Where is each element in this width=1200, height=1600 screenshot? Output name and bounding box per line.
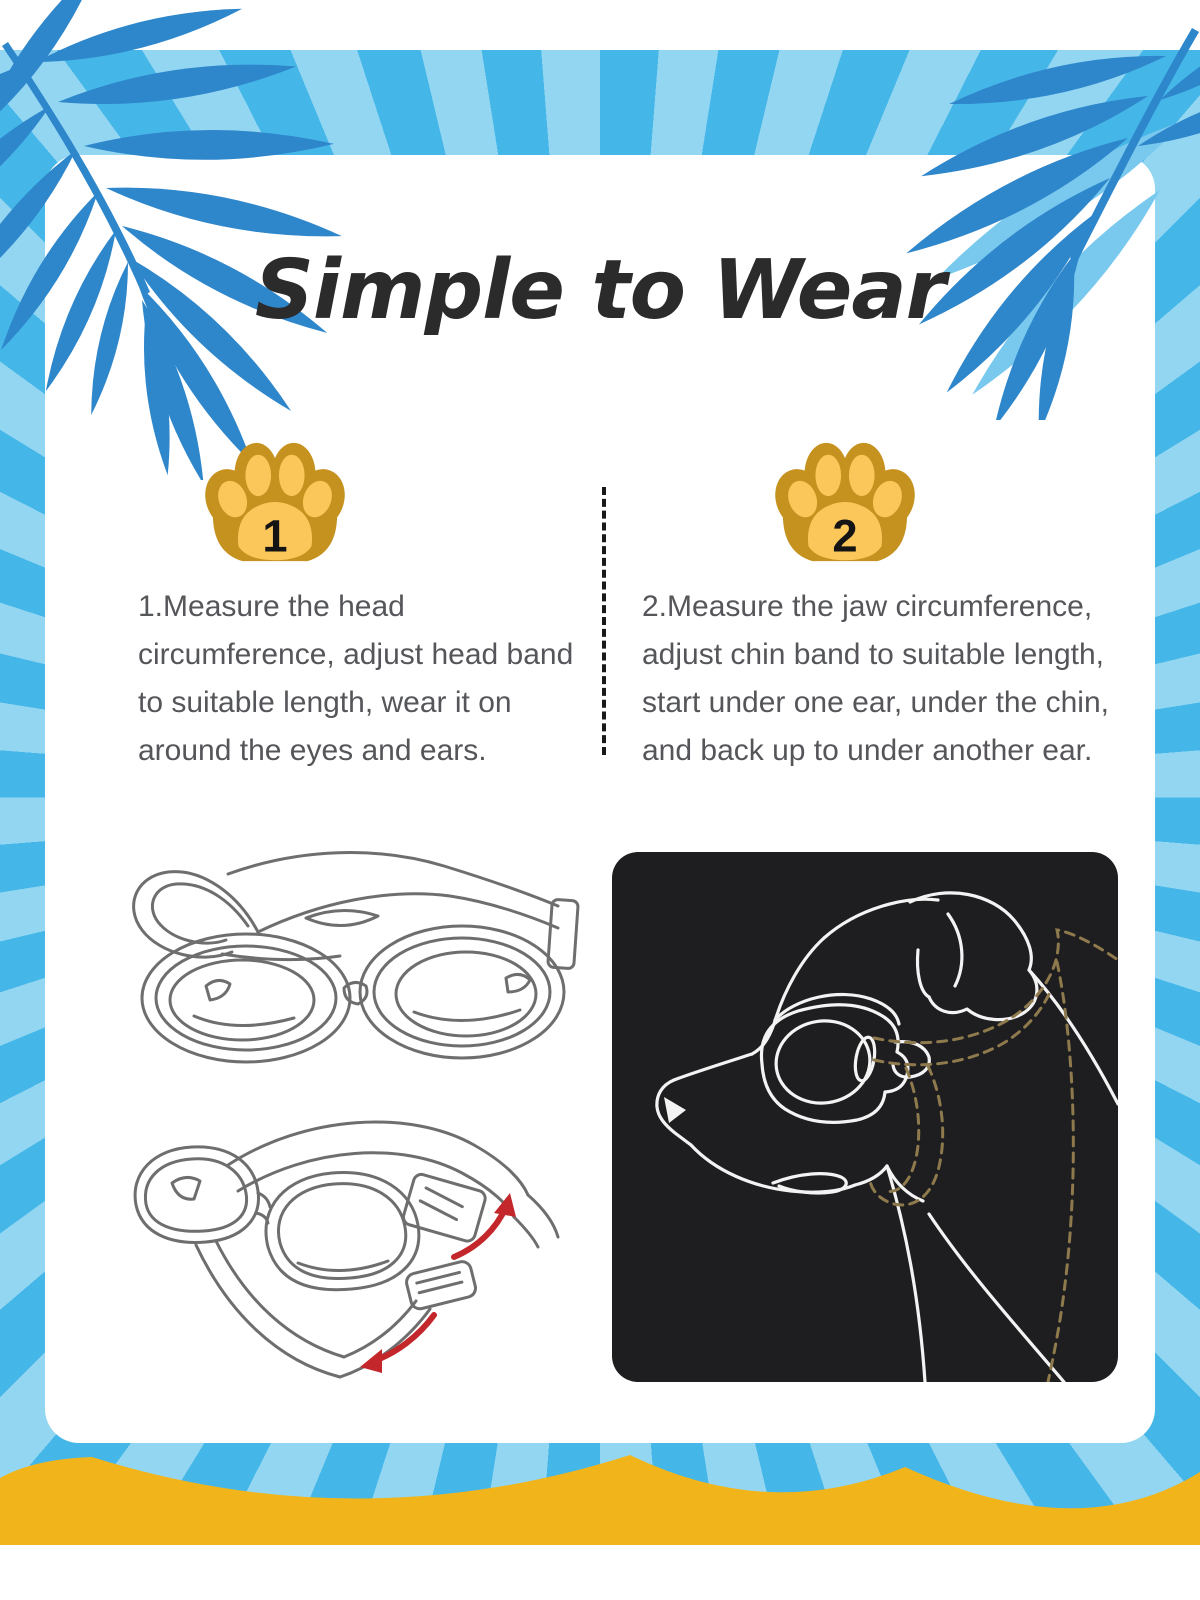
step-number: 1 xyxy=(262,510,288,562)
step-number: 2 xyxy=(832,510,858,562)
palm-frond-icon-top-right xyxy=(830,0,1200,420)
sand-wave xyxy=(0,1441,1200,1545)
paw-step-badge-1 xyxy=(190,436,360,574)
goggles-strap-sketch xyxy=(105,1085,585,1400)
dashed-divider xyxy=(602,487,606,755)
palm-frond-icon-top-left xyxy=(0,0,400,480)
goggles-front-sketch xyxy=(105,820,585,1070)
paw-step-badge-2 xyxy=(760,436,930,574)
dog-head-line-drawing xyxy=(612,852,1118,1382)
step-2-instruction: 2.Measure the jaw circumference, adjust chin band to suitable length, start under one ear, under the chin, and back up to under another ear. xyxy=(642,590,1109,767)
step-1-instruction: 1.Measure the head circumference, adjust head band to suitable length, wear it on around the eyes and ears. xyxy=(138,590,574,767)
dog-wearing-goggles-panel xyxy=(612,852,1118,1382)
page-title: Simple to Wear xyxy=(254,243,946,338)
